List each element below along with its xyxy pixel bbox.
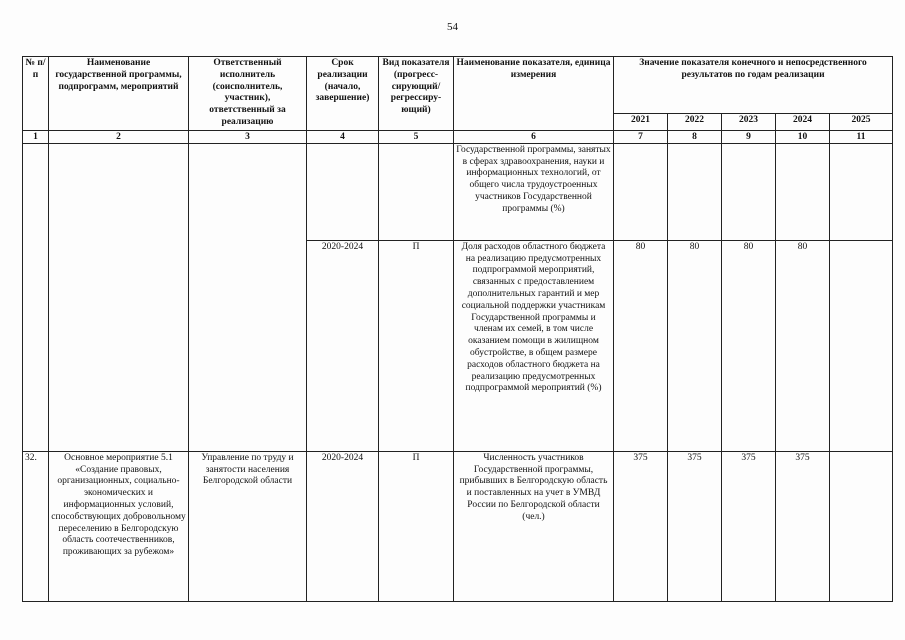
row-indicator-name: Доля расходов областного бюджета на реализацию предусмотренных подпрограммой мероприятий, связанных с предоставлением дополнительных гарантий и мер социальной поддержки участникам Государственной программы и членам их семей, в том числе оказанием помощи в жилищном обустройстве, в общем размере расходов областного бюджета на реализацию предусмотренных подпрограммой мероприятий (%) [454,240,614,451]
header-name: Наименование государственной программы, подпрограмм, мероприятий [49,57,189,131]
row-indicator-type: П [379,240,454,451]
row-executor: Управление по труду и занятости населения Белгородской области [189,451,307,601]
header-indicator-type: Вид показателя (прогресс-сирующий/ регрессиру-ющий) [379,57,454,131]
row-number [23,143,49,451]
column-number: 7 [614,130,668,143]
row-indicator-type: П [379,451,454,601]
header-period: Срок реализации (начало, завершение) [307,57,379,131]
program-indicators-table [22,56,893,602]
row-activity-name: Основное мероприятие 5.1 «Создание правовых, организационных, социально-экономических и информационных условий, способствующих добровольному переселению в Белгородскую область соотечественников, проживающих за рубежом» [49,451,189,601]
row-indicator-name: Численность участников Государственной программы, прибывших в Белгородскую область и поставленных на учет в УМВД России по Белгородской области (чел.) [454,451,614,601]
column-number: 5 [379,130,454,143]
table-row [23,143,893,240]
column-numbers-row [23,130,893,143]
row-value-2025 [830,143,893,240]
row-value-2023 [722,143,776,240]
row-activity-name [49,143,189,451]
row-value-2023: 375 [722,451,776,601]
row-value-2021: 80 [614,240,668,451]
row-period [307,143,379,240]
column-number: 10 [776,130,830,143]
column-number: 11 [830,130,893,143]
row-number: 32. [23,451,49,601]
header-row [23,57,893,114]
row-value-2022: 80 [668,240,722,451]
row-value-2023: 80 [722,240,776,451]
table-row [23,451,893,601]
column-number: 2 [49,130,189,143]
header-indicator-name: Наименование показателя, единица измерения [454,57,614,131]
row-period: 2020-2024 [307,451,379,601]
row-value-2021 [614,143,668,240]
column-number: 8 [668,130,722,143]
row-executor [189,143,307,451]
row-period: 2020-2024 [307,240,379,451]
header-year: 2024 [776,113,830,130]
row-value-2025 [830,240,893,451]
row-value-2024: 375 [776,451,830,601]
row-indicator-name: Государственной программы, занятых в сферах здравоохранения, науки и информационных технологий, от общего числа трудоустроенных участников Государственной программы (%) [454,143,614,240]
column-number: 1 [23,130,49,143]
row-value-2024 [776,143,830,240]
header-year: 2025 [830,113,893,130]
header-values-group: Значение показателя конечного и непосредственного результатов по годам реализации [614,57,893,114]
column-number: 4 [307,130,379,143]
header-year: 2022 [668,113,722,130]
row-value-2022 [668,143,722,240]
header-year: 2021 [614,113,668,130]
row-indicator-type [379,143,454,240]
page-number: 54 [447,21,458,33]
column-number: 9 [722,130,776,143]
header-number: № п/п [23,57,49,131]
row-value-2022: 375 [668,451,722,601]
row-value-2021: 375 [614,451,668,601]
header-executor: Ответственный исполнитель (соисполнитель, участник), ответственный за реализацию [189,57,307,131]
header-year: 2023 [722,113,776,130]
column-number: 6 [454,130,614,143]
row-value-2025 [830,451,893,601]
row-value-2024: 80 [776,240,830,451]
column-number: 3 [189,130,307,143]
